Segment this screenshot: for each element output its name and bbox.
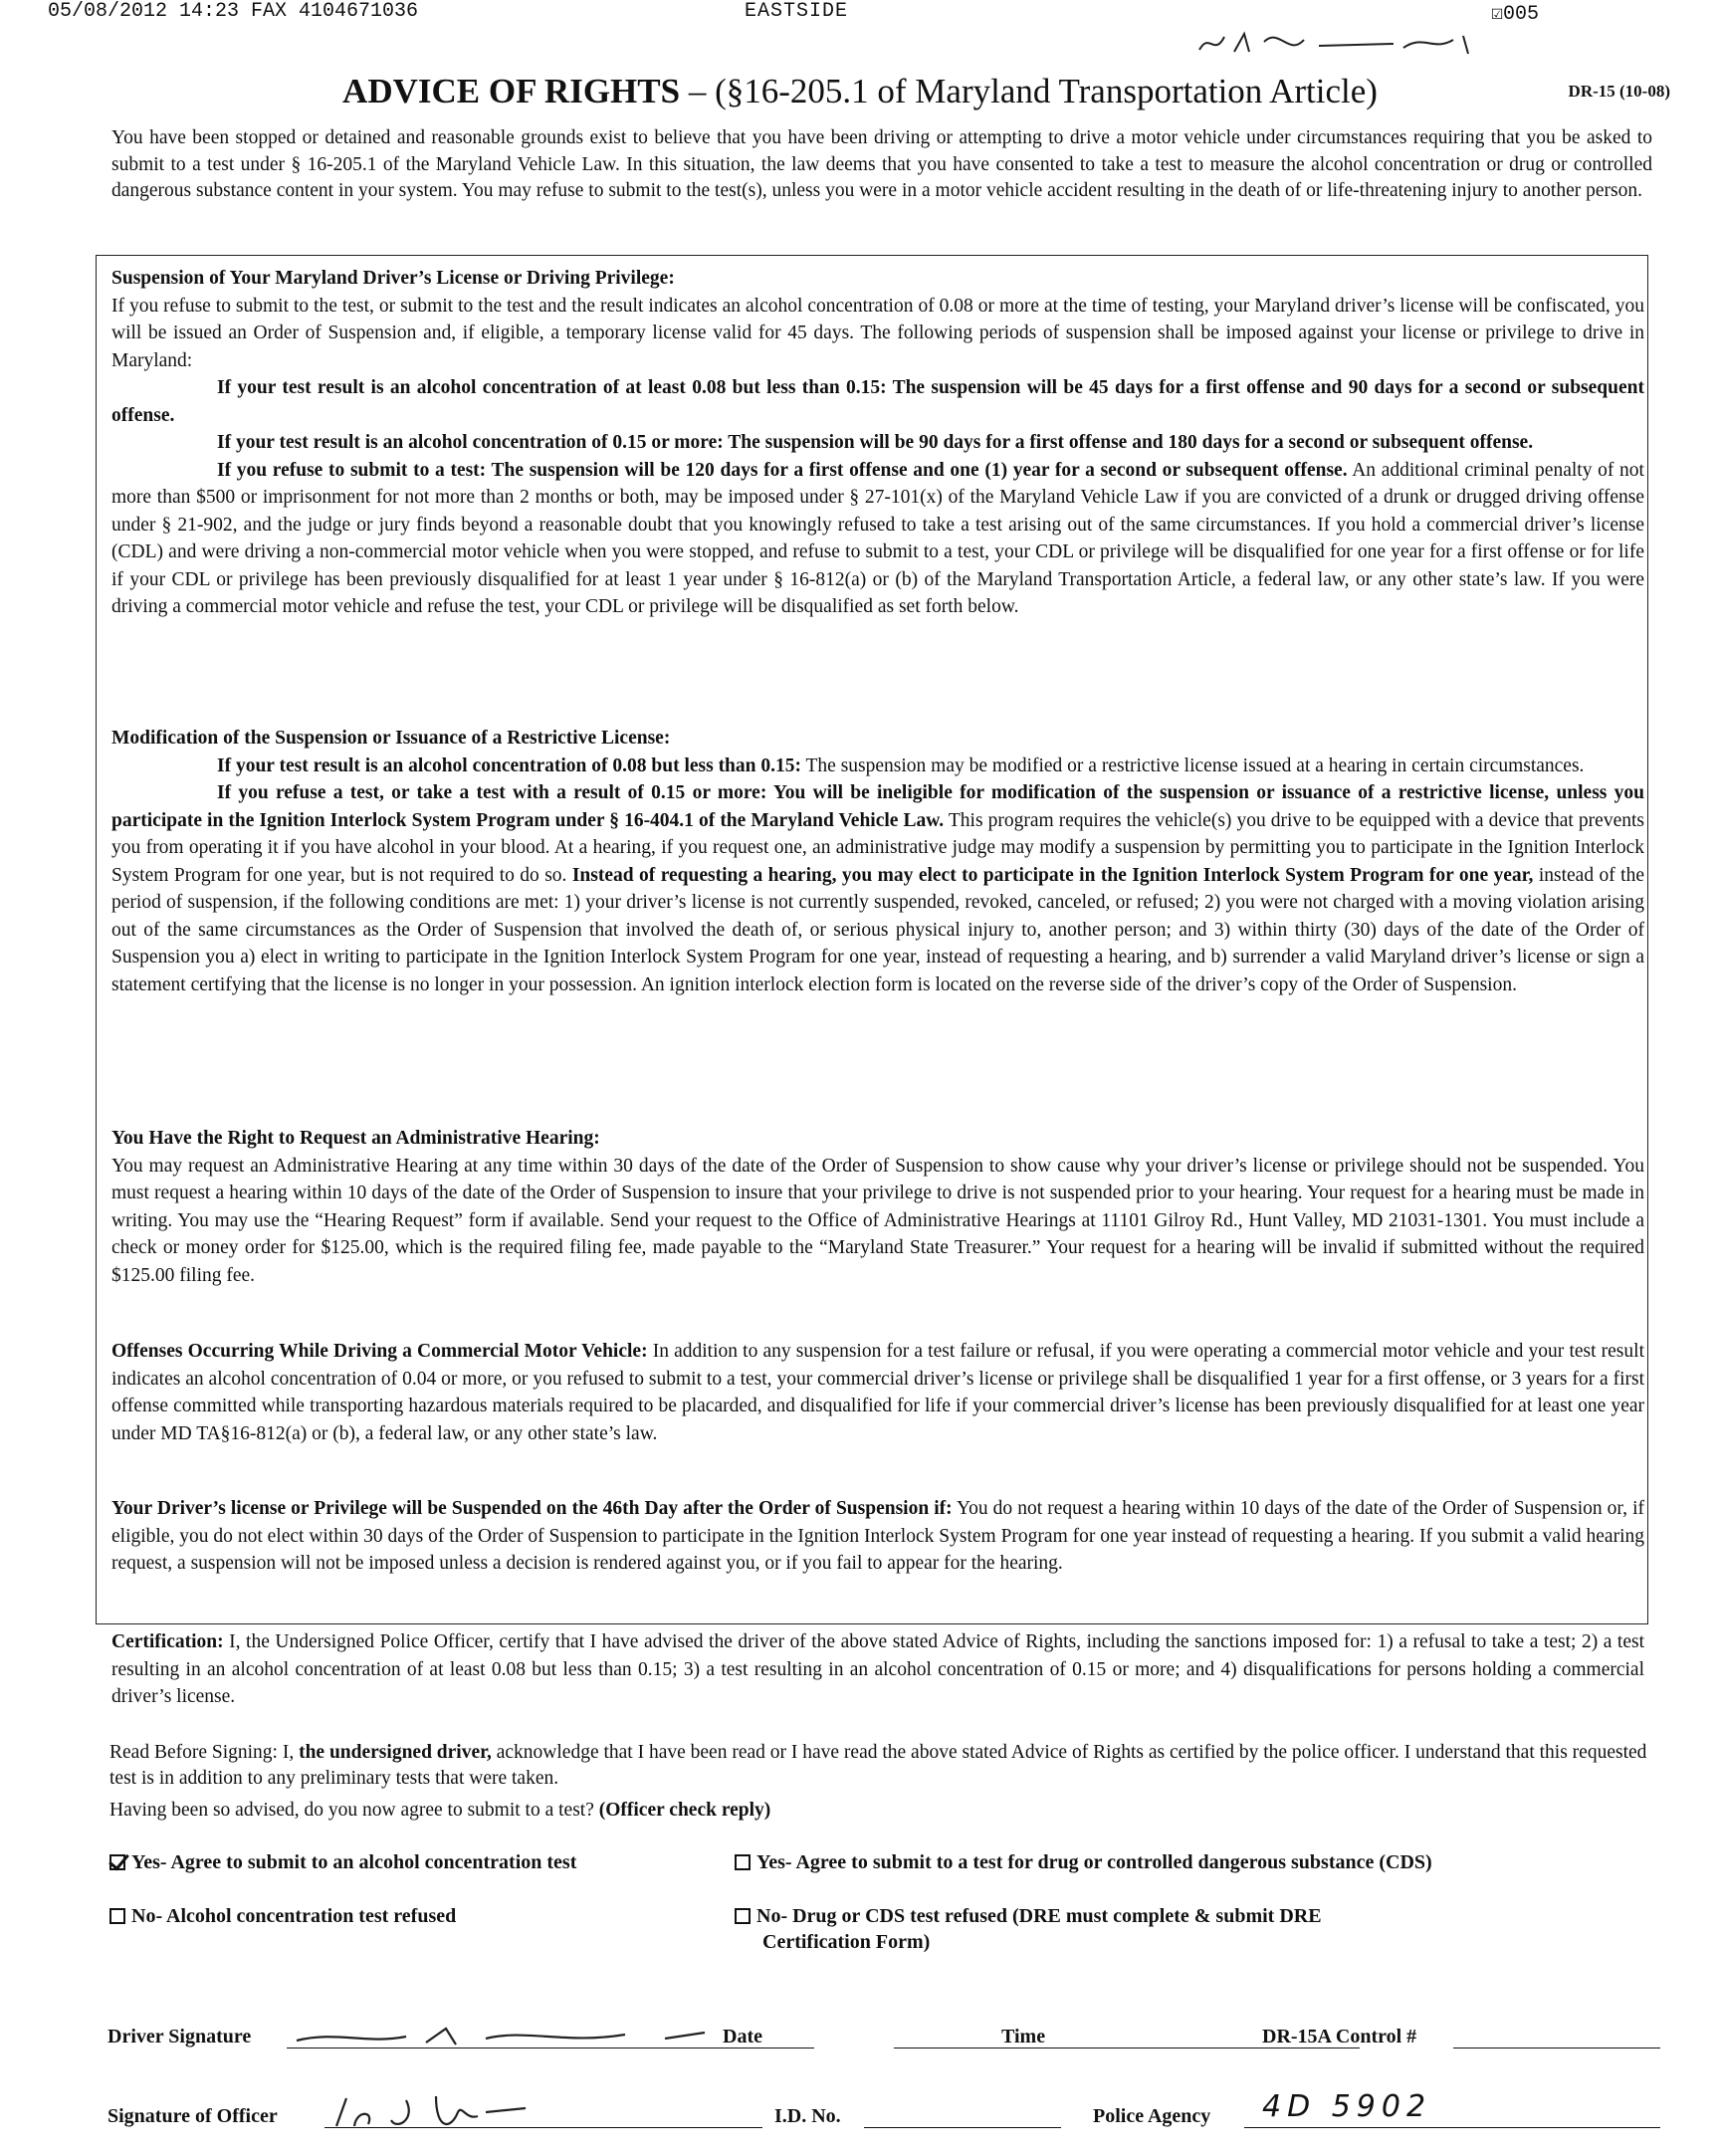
suspension-item-2: If your test result is an alcohol concentration of 0.15 or more: The suspension will be 90 days for a first offense and 180 days for a second or subsequent offense. xyxy=(217,432,1534,453)
title-dash: – xyxy=(680,72,716,110)
option-no-alcohol-label: No- Alcohol concentration test refused xyxy=(131,1905,457,1927)
option-yes-cds-label: Yes- Agree to submit to a test for drug or controlled dangerous substance (CDS) xyxy=(756,1851,1432,1873)
section-commercial xyxy=(111,1338,1644,1447)
commercial-paragraph xyxy=(111,1338,1644,1447)
section-suspension xyxy=(111,265,1644,621)
section-suspended-46th-day xyxy=(111,1495,1644,1578)
option-no-cds-label-2: Certification Form) xyxy=(762,1931,931,1953)
police-agency-label: Police Agency xyxy=(1093,2105,1211,2127)
modification-p2 xyxy=(111,779,1644,998)
police-agency-value: 4D 5902 xyxy=(1262,2089,1432,2124)
form-id: DR-15 (10-08) xyxy=(1568,82,1670,101)
modification-p2-bold: If you refuse a test, or take a test with a result of 0.15 or more: You will be ineligible for modification of the suspension or issuance of a restrictive license, unless you participate in the Ignition Interlock System Program under § 16-404.1 of the Maryland Vehicle Law. xyxy=(111,782,1644,831)
driver-signature-scribble xyxy=(108,2011,1660,2054)
checkbox-no-cds[interactable] xyxy=(735,1908,751,1924)
id-number-label: I.D. No. xyxy=(774,2105,841,2127)
suspended46-heading: Your Driver’s license or Privilege will be Suspended on the 46th Day after the Order of Suspension if: xyxy=(111,1498,953,1519)
option-yes-cds[interactable] xyxy=(735,1849,1432,1875)
modification-p2-bold2: Instead of requesting a hearing, you may elect to participate in the Ignition Interlock System Program for one year, xyxy=(571,864,1534,886)
read-before-pre: I, xyxy=(277,1742,300,1763)
title-main: ADVICE OF RIGHTS xyxy=(342,72,681,110)
suspended46-paragraph xyxy=(111,1495,1644,1578)
option-no-alcohol[interactable] xyxy=(109,1903,456,1929)
read-before-bold: the undersigned driver, xyxy=(299,1742,492,1763)
certification-heading: Certification: xyxy=(111,1631,224,1652)
read-before-label: Read Before Signing: xyxy=(109,1742,278,1763)
commercial-heading: Offenses Occurring While Driving a Commercial Motor Vehicle: xyxy=(111,1341,648,1362)
suspension-body: If you refuse to submit to the test, or submit to the test and the result indicates an alcohol concentration of 0.08 or more at the time of testing, your Maryland driver’s license will be confiscated, you will be issued an Order of Suspension and, if eligible, a temporary license valid for 45 days. The following periods of suspension shall be imposed against your license or privilege to drive in Maryland: xyxy=(111,295,1644,371)
suspension-item-1: If your test result is an alcohol concentration of at least 0.08 but less than 0.15: The suspension will be 45 days for a first offense and 90 days for a second or subsequent offense. xyxy=(111,377,1644,426)
modification-p2-mid: This program requires the vehicle(s) you drive to be equipped with a device that prevents you from operating it if you have alcohol in your blood. At a hearing, if you request one, an administrative judge may modify a suspension by permitting you to participate in the Ignition Interlock System Program for one year, but is not required to do so. xyxy=(111,809,1644,886)
option-yes-alcohol-label: Yes- Agree to submit to an alcohol concentration test xyxy=(131,1851,577,1873)
suspension-item-3-bold: If you refuse to submit to a test: The suspension will be 120 days for a first offense and one (1) year for a second or subsequent offense. xyxy=(217,459,1348,481)
option-no-cds[interactable] xyxy=(735,1903,1322,1955)
modification-p1-rest: The suspension may be modified or a restrictive license issued at a hearing in certain circumstances. xyxy=(801,755,1585,776)
modification-p1-bold: If your test result is an alcohol concentration of 0.08 but less than 0.15: xyxy=(217,755,801,776)
section-hearing xyxy=(111,1125,1644,1289)
fax-datetime: 05/08/2012 14:23 FAX 4104671036 xyxy=(48,0,419,23)
driver-signature-row xyxy=(108,2011,1660,2054)
checkbox-no-alcohol[interactable] xyxy=(109,1908,125,1924)
read-before-signing xyxy=(109,1740,1647,1792)
suspension-item-3-rest: An additional criminal penalty of not more than $500 or imprisonment for not more than 2 months or both, may be imposed under § 27-101(x) of the Maryland Vehicle Law if you are convicted of a drunk or drugged driving offense under § 21-902, and the judge or jury finds beyond a reasonable doubt that you knowingly refused to take a test arising out of the same circumstances. If you hold a commercial driver’s license (CDL) and were driving a non-commercial motor vehicle when you were stopped, and refuse to submit to a test, your CDL or privilege will be disqualified for one year for a first offense or for life if your CDL or privilege has been previously disqualified for at least 1 year under § 16-812(a) or (b) of the Maryland Transportation Article, a federal law, or any other state’s law. If you were driving a commercial motor vehicle and refuse the test, your CDL or privilege will be disqualified as set forth below. xyxy=(111,459,1644,617)
date-label: Date xyxy=(723,2026,762,2048)
option-yes-alcohol[interactable] xyxy=(109,1849,576,1875)
suspension-heading: Suspension of Your Maryland Driver’s License or Driving Privilege: xyxy=(111,268,675,289)
checkbox-yes-alcohol[interactable] xyxy=(109,1854,125,1870)
modification-p1 xyxy=(111,753,1644,780)
commercial-body: In addition to any suspension for a test failure or refusal, if you were operating a commercial motor vehicle and your test result indicates an alcohol concentration of 0.04 or more, or you refused to submit to a test, your commercial driver’s license or privilege shall be disqualified 1 year for a first offense, or 3 years for a first offense committed while transporting hazardous materials required to be placarded, and disqualified for life if your commercial driver’s license has been previously disqualified for at least one year under MD TA§16-812(a) or (b), a federal law, or any other state’s law. xyxy=(111,1341,1644,1444)
option-no-cds-label: No- Drug or CDS test refused (DRE must complete & submit DRE xyxy=(756,1905,1322,1927)
title-row xyxy=(0,72,1720,121)
advised-question-row xyxy=(109,1798,1647,1824)
advised-question: Having been so advised, do you now agree to submit to a test? xyxy=(109,1800,594,1821)
intro-paragraph: You have been stopped or detained and reasonable grounds exist to believe that you have been driving or attempting to drive a motor vehicle under circumstances requiring that you be asked to submit to a test under § 16-205.1 of the Maryland Vehicle Law. In this situation, the law deems that you have consented to take a test to measure the alcohol concentration or drug or controlled dangerous substance content in your system. You may refuse to submit to the test(s), unless you were in a motor vehicle accident resulting in the death of or life-threatening injury to another person. xyxy=(111,127,1652,201)
modification-p2-end: instead of the period of suspension, if the following conditions are met: 1) your driver’s license is not currently suspended, revoked, canceled, or refused; 2) you were not charged with a moving violation arising out of the same circumstances as the Order of Suspension that involved the death of, or serious physical injury to, another person; and 3) within thirty (30) days of the date of the Order of Suspension you a) elect in writing to participate in the Ignition Interlock System Program for one year, instead of requesting a hearing, and b) surrender a valid Maryland driver’s license or sign a statement certifying that the license is no longer in your possession. An ignition interlock election form is located on the reverse side of the driver’s copy of the Order of Suspension. xyxy=(111,864,1644,995)
driver-signature-label: Driver Signature xyxy=(108,2026,252,2048)
certification-body: I, the Undersigned Police Officer, certify that I have advised the driver of the above stated Advice of Rights, including the sanctions imposed for: 1) a refusal to take a test; 2) a test resulting in an alcohol concentration of at least 0.08 but less than 0.15; 3) a test resulting in an alcohol concentration of 0.15 or more; and 4) disqualifications for persons holding a commercial driver’s license. xyxy=(111,1631,1644,1707)
time-label: Time xyxy=(1001,2026,1046,2048)
hearing-heading: You Have the Right to Request an Administrative Hearing: xyxy=(111,1128,600,1149)
officer-signature-label: Signature of Officer xyxy=(108,2105,278,2127)
certification xyxy=(111,1628,1644,1711)
hearing-body: You may request an Administrative Hearing at any time within 30 days of the date of the Order of Suspension to show cause why your driver’s license or privilege should not be suspended. You must request a hearing within 10 days of the date of the Order of Suspension to insure that your privilege to drive is not suspended prior to your hearing. Your request for a hearing must be made in writing. You may use the “Hearing Request” form if available. Send your request to the Office of Administrative Hearings at 11101 Gilroy Rd., Hunt Valley, MD 21031-1301. You must include a check or money order for $125.00, which is the required filing fee, made payable to the “Maryland State Treasurer.” Your request for a hearing will be invalid if submitted without the required $125.00 filing fee. xyxy=(111,1155,1644,1286)
suspended46-body: You do not request a hearing within 10 days of the date of the Order of Suspension or, if eligible, you do not elect within 30 days of the Order of Suspension to participate in the Ignition Interlock System Program for one year instead of requesting a hearing. If you submit a valid hearing request, a suspension will not be imposed unless a decision is rendered against you, or if you fail to appear for the hearing. xyxy=(111,1498,1644,1574)
section-modification xyxy=(111,725,1644,998)
officer-signature-scribble xyxy=(108,2090,1660,2134)
title-citation: (§16-205.1 of Maryland Transportation Article) xyxy=(715,72,1378,110)
read-before-rest: acknowledge that I have been read or I have read the above stated Advice of Rights as certified by the police officer. I understand that this requested test is in addition to any preliminary tests that were taken. xyxy=(109,1742,1647,1789)
advised-note: (Officer check reply) xyxy=(598,1800,771,1821)
fax-page-number: ☑005 xyxy=(1491,3,1540,26)
fax-location: EASTSIDE xyxy=(745,0,849,23)
modification-heading: Modification of the Suspension or Issuance of a Restrictive License: xyxy=(111,728,671,749)
handwritten-scribble xyxy=(1194,22,1513,62)
checkbox-yes-cds[interactable] xyxy=(735,1854,751,1870)
page-title xyxy=(0,72,1720,111)
officer-signature-row xyxy=(108,2090,1660,2134)
control-number-label: DR-15A Control # xyxy=(1262,2026,1417,2048)
suspension-item-3 xyxy=(111,457,1644,621)
